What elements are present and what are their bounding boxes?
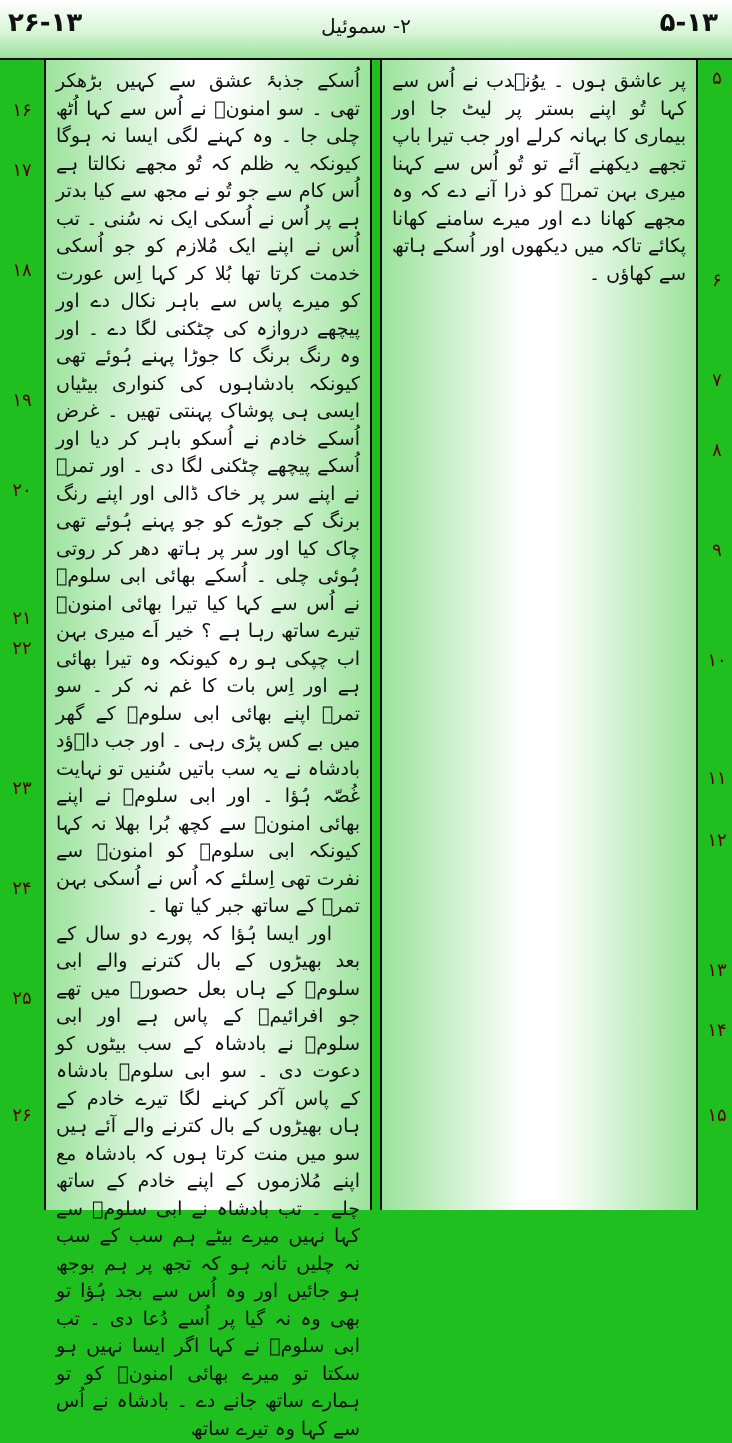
left-verse-number: ۲۶ bbox=[2, 1105, 42, 1126]
left-chapter-ref: ۲۶-۱۳ bbox=[8, 8, 82, 38]
right-verse-numbers bbox=[702, 60, 732, 1210]
right-verse-number: ۱۱ bbox=[702, 768, 732, 789]
left-verse-number: ۲۴ bbox=[2, 878, 42, 899]
left-verse-number: ۲۵ bbox=[2, 988, 42, 1009]
right-verse-number: ۷ bbox=[702, 370, 732, 391]
left-verse-number: ۱۸ bbox=[2, 260, 42, 281]
left-verse-number: ۲۰ bbox=[2, 480, 42, 501]
left-text-column bbox=[44, 60, 372, 1210]
left-paragraph: اُسکے جذبۂ عشق سے کہیں بڑھکر تھی ۔ سو امنونؔ نے اُس سے کہا اُٹھ چلی جا ۔ وہ کہنے لگی ایسا نہ ہوگا کیونکہ یہ ظلم کہ تُو مجھے نکالتا ہے اُس کام سے جو تُو نے مجھ سے کیا بدتر ہے پر اُس نے اُسکی ایک نہ سُنی ۔ تب اُس نے اپنے ایک مُلازم کو جو اُسکی خدمت کرتا تھا بُلا کر کہا اِس عورت کو میرے پاس سے باہر نکال دے اور پیچھے دروازہ کی چٹکنی لگا دے ۔ اور وہ رنگ برنگ کا جوڑا پہنے ہُوئے تھی کیونکہ بادشاہوں کی کنواری بیٹیاں ایسی ہی پوشاک پہنتی تھیں ۔ غرض اُسکے خادم نے اُسکو باہر کر دیا اور اُسکے پیچھے چٹکنی لگا دی ۔ اور تمرؔ نے اپنے سر پر خاک ڈالی اور اپنے رنگ برنگ کے جوڑے کو جو پہنے ہُوئے تھی چاک کیا اور سر پر ہاتھ دھر کر روتی ہُوئی چلی ۔ اُسکے بھائی ابی سلومؔ نے اُس سے کہا کیا تیرا بھائی امنونؔ تیرے ساتھ رہا ہے ؟ خیر اَے میری بہن اب چپکی ہو رہ کیونکہ وہ تیرا بھائی ہے اور اِس بات کا غم نہ کر ۔ سو تمرؔ اپنے بھائی ابی سلومؔ کے گھر میں بے کس پڑی رہی ۔ اور جب داؔؤد بادشاہ نے یہ سب باتیں سُنیں تو نہایت غُصّہ ہُؤا ۔ اور ابی سلومؔ نے اپنے بھائی امنونؔ سے کچھ بُرا بھلا نہ کہا کیونکہ ابی سلومؔ کو امنونؔ سے نفرت تھی اِسلئے کہ اُس نے اُسکی بہن تمرؔ کے ساتھ جبر کیا تھا ۔ bbox=[56, 68, 360, 921]
left-verse-number: ۲۱ bbox=[2, 608, 42, 629]
right-verse-number: ۵ bbox=[702, 68, 732, 89]
left-verse-number: ۲۲ bbox=[2, 638, 42, 659]
right-verse-number: ۸ bbox=[702, 440, 732, 461]
right-text-column bbox=[380, 60, 698, 1210]
right-chapter-ref: ۵-۱۳ bbox=[660, 8, 718, 38]
right-verse-number: ۱۲ bbox=[702, 830, 732, 851]
left-verse-number: ۲۳ bbox=[2, 778, 42, 799]
right-verse-number: ۹ bbox=[702, 540, 732, 561]
right-verse-number: ۱۵ bbox=[702, 1105, 732, 1126]
book-title: ۲- سموئیل bbox=[0, 14, 732, 38]
left-verse-number: ۱۹ bbox=[2, 390, 42, 411]
right-verse-number: ۶ bbox=[702, 270, 732, 291]
left-verse-number: ۱۷ bbox=[2, 160, 42, 181]
right-paragraph: پر عاشق ہوں ۔ یوُنؔدب نے اُس سے کہا تُو اپنے بستر پر لیٹ جا اور بیماری کا بہانہ کرلے اور جب تیرا باپ تجھے دیکھنے آئے تو تُو اُس سے کہنا میری بہن تمرؔ کو ذرا آنے دے کہ وہ مجھے کھانا دے اور میرے سامنے کھانا پکائے تاکہ میں دیکھوں اور اُسکے ہاتھ سے کھاؤں ۔ bbox=[392, 68, 686, 288]
right-verse-number: ۱۴ bbox=[702, 1020, 732, 1041]
left-verse-numbers bbox=[2, 60, 42, 1210]
right-verse-number: ۱۳ bbox=[702, 960, 732, 981]
right-verse-number: ۱۰ bbox=[702, 650, 732, 671]
page-header bbox=[0, 0, 732, 60]
left-paragraph: اور ایسا ہُؤا کہ پورے دو سال کے بعد بھیڑوں کے بال کترنے والے ابی سلومؔ کے ہاں بعل حصورؔ میں تھے جو افرائیمؔ کے پاس ہے اور ابی سلومؔ نے بادشاہ کے سب بیٹوں کو دعوت دی ۔ سو ابی سلومؔ بادشاہ کے پاس آکر کہنے لگا تیرے خادم کے ہاں بھیڑوں کے بال کترنے والے آئے ہیں سو میں منت کرتا ہوں کہ بادشاہ مع اپنے مُلازموں کے اپنے خادم کے ساتھ چلے ۔ تب بادشاہ نے ابی سلومؔ سے کہا نہیں میرے بیٹے ہم سب کے سب نہ چلیں تانہ ہو کہ تجھ پر ہم بوجھ ہو جائیں اور وہ اُس سے بجد ہُؤا تو بھی وہ نہ گیا پر اُسے دُعا دی ۔ تب ابی سلومؔ نے کہا اگر ایسا نہیں ہو سکتا تو میرے بھائی امنونؔ کو تو ہمارے ساتھ جانے دے ۔ بادشاہ نے اُس سے کہا وہ تیرے ساتھ bbox=[56, 921, 360, 1443]
left-verse-number: ۱۶ bbox=[2, 100, 42, 121]
